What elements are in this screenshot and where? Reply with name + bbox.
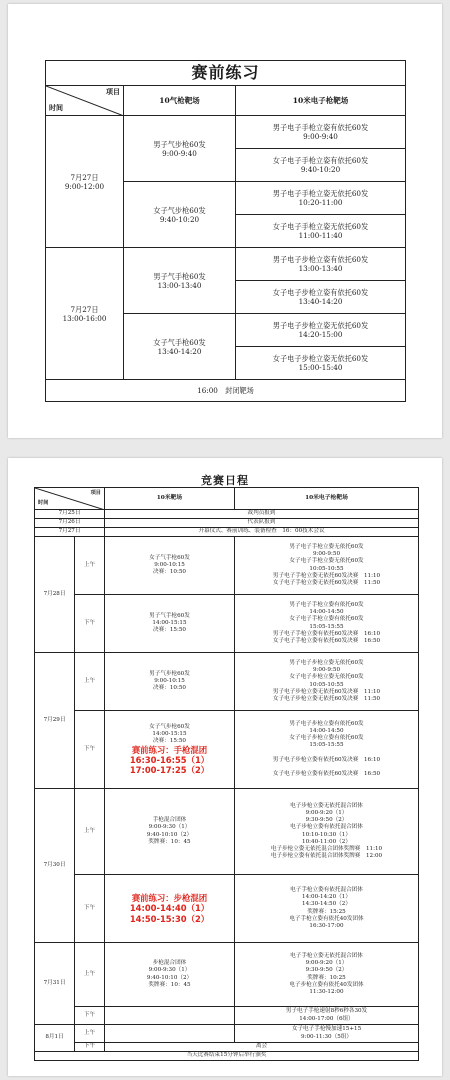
practice-table bbox=[45, 60, 406, 402]
practice-time-cell: 7月27日 13:00-16:00 bbox=[46, 248, 124, 380]
header-diagonal-cell bbox=[35, 488, 105, 510]
electronic-cell: 女子电子手枪慢加速15+15 9:00-11:30（5组） bbox=[235, 1025, 419, 1043]
practice-air-cell: 男子气步枪60发 9:00-9:40 bbox=[124, 116, 236, 182]
practice-electronic-cell: 男子电子步枪立姿无依托60发 14:20-15:00 bbox=[236, 314, 406, 347]
date-cell: 7月30日 bbox=[35, 789, 75, 943]
practice-electronic-cell: 男子电子手枪立姿无依托60发 10:20-11:00 bbox=[236, 182, 406, 215]
session-am: 上午 bbox=[75, 943, 105, 1007]
date-cell: 7月31日 bbox=[35, 943, 75, 1025]
practice-note-red: 赛前练习：步枪混团 14:00-14:40（1） 14:50-15:30（2） bbox=[129, 893, 210, 924]
schedule-note: 当天比赛结束15分钟后举行颁奖 bbox=[35, 1052, 419, 1061]
air-cell: 手枪混合团体 9:00-9:30（1） 9:40-10:10（2） 奖牌赛：10：45 bbox=[105, 789, 235, 875]
practice-electronic-cell: 男子电子步枪立姿有依托60发 13:00-13:40 bbox=[236, 248, 406, 281]
header-item-label: 项目 bbox=[106, 87, 120, 96]
event-cell: 离会 bbox=[105, 1043, 419, 1052]
session-pm: 下午 bbox=[75, 711, 105, 789]
electronic-cell: 电子手枪立姿有依托混合团体 14:00-14:20（1） 14:30-14:50（2） 奖牌赛：15:25 电子手枪立姿有依托40发团体 16:30-17:00 bbox=[235, 875, 419, 943]
session-am: 上午 bbox=[75, 789, 105, 875]
date-cell: 7月26日 bbox=[35, 519, 105, 528]
practice-electronic-cell: 女子电子步枪立姿有依托60发 13:40-14:20 bbox=[236, 281, 406, 314]
header-time-label: 时间 bbox=[38, 500, 49, 507]
header-range: 10米靶场 bbox=[105, 488, 235, 510]
date-cell: 7月28日 bbox=[35, 537, 75, 653]
electronic-cell: 男子电子手枪速射8秒6秒各30发 14:00-17:00（6组） bbox=[235, 1007, 419, 1025]
air-cell: 男子气手枪60发 14:00-15:15 决赛：15:50 bbox=[105, 595, 235, 653]
schedule-page bbox=[8, 458, 442, 1076]
practice-electronic-cell: 男子电子手枪立姿有依托60发 9:00-9:40 bbox=[236, 116, 406, 149]
practice-electronic-cell: 女子电子手枪立姿有依托60发 9:40-10:20 bbox=[236, 149, 406, 182]
electronic-cell: 电子手枪立姿无依托混合团体 9:00-9:20（1） 9:30-9:50（2） 奖牌赛：10:25 电子步枪立姿有依托40发团体 11:30-12:00 bbox=[235, 943, 419, 1007]
session-pm: 下午 bbox=[75, 1007, 105, 1025]
practice-air-cell: 女子气手枪60发 13:40-14:20 bbox=[124, 314, 236, 380]
practice-footer: 16:00 封闭靶场 bbox=[46, 380, 406, 402]
air-cell: 男子气步枪60发 9:00-10:15 决赛：10:50 bbox=[105, 653, 235, 711]
event-cell: 裁判员报到 bbox=[105, 510, 419, 519]
session-am: 上午 bbox=[75, 537, 105, 595]
air-cell-empty bbox=[105, 1007, 235, 1025]
electronic-cell: 电子步枪立姿无依托混合团体 9:00-9:20（1） 9:30-9:50（2） 电子步枪立姿有依托混合团体 10:10-10:30（1） 10:40-11:00（2） 电子步枪立姿无依托混合团体奖牌赛 11:10 电子步枪立姿有依托混合团体奖牌赛 12:00 bbox=[235, 789, 419, 875]
event-cell: 开幕仪式、赛前训练、装备检查 16：00技术会议 bbox=[105, 528, 419, 537]
header-diagonal-cell bbox=[46, 86, 124, 116]
electronic-cell: 男子电子手枪立姿有依托60发 14:00-14:50 女子电子手枪立姿有依托60发 15:05-15:55 男子电子手枪立姿有依托60发决赛 16:10 女子电子手枪立姿有依托60发决赛 16:50 bbox=[235, 595, 419, 653]
event-cell: 代表队报到 bbox=[105, 519, 419, 528]
practice-air-cell: 男子气手枪60发 13:00-13:40 bbox=[124, 248, 236, 314]
air-cell: 女子气步枪60发 14:00-15:15 决赛：15:50 赛前练习：手枪混团 16:30-16:55（1） 17:00-17:25（2） bbox=[105, 711, 235, 789]
session-pm: 下午 bbox=[75, 875, 105, 943]
air-cell: 女子气手枪60发 9:00-10:15 决赛：10:50 bbox=[105, 537, 235, 595]
practice-title: 赛前练习 bbox=[46, 61, 406, 86]
date-cell: 8月1日 bbox=[35, 1025, 75, 1052]
schedule-title: 竞赛日程 bbox=[201, 474, 249, 487]
session-pm: 下午 bbox=[75, 1043, 105, 1052]
practice-electronic-cell: 女子电子步枪立姿无依托60发 15:00-15:40 bbox=[236, 347, 406, 380]
practice-electronic-cell: 女子电子手枪立姿无依托60发 11:00-11:40 bbox=[236, 215, 406, 248]
electronic-cell: 男子电子步枪立姿有依托60发 14:00-14:50 女子电子步枪立姿有依托60发 15:05-15:55 男子电子步枪立姿有依托60发决赛 16:10 女子电子步枪立姿有依托60发决赛 16:50 bbox=[235, 711, 419, 789]
electronic-cell: 男子电子手枪立姿无依托60发 9:00-9:50 女子电子手枪立姿无依托60发 10:05-10:55 男子电子手枪立姿无依托60发决赛 11:10 女子电子手枪立姿无依托60发决赛 11:50 bbox=[235, 537, 419, 595]
session-am: 上午 bbox=[75, 653, 105, 711]
practice-air-cell: 女子气步枪60发 9:40-10:20 bbox=[124, 182, 236, 248]
header-time-label: 时间 bbox=[49, 103, 63, 113]
practice-page bbox=[8, 4, 442, 438]
practice-note-red: 赛前练习：手枪混团 16:30-16:55（1） 17:00-17:25（2） bbox=[129, 745, 210, 776]
electronic-cell: 男子电子步枪立姿无依托60发 9:00-9:50 女子电子步枪立姿无依托60发 10:05-10:55 男子电子步枪立姿无依托60发决赛 11:10 女子电子步枪立姿无依托60发决赛 11:50 bbox=[235, 653, 419, 711]
date-cell: 7月25日 bbox=[35, 510, 105, 519]
session-pm: 下午 bbox=[75, 595, 105, 653]
header-air-range: 10气枪靶场 bbox=[124, 86, 236, 116]
air-cell: 步枪混合团体 9:00-9:30（1） 9:40-10:10（2） 奖牌赛：10：45 bbox=[105, 943, 235, 1007]
air-cell bbox=[105, 875, 235, 943]
header-electronic-range: 10米电子枪靶场 bbox=[235, 488, 419, 510]
date-cell: 7月29日 bbox=[35, 653, 75, 789]
session-am: 上午 bbox=[75, 1025, 105, 1043]
air-cell-empty bbox=[105, 1025, 235, 1043]
header-electronic-range: 10米电子枪靶场 bbox=[236, 86, 406, 116]
date-cell: 7月27日 bbox=[35, 528, 105, 537]
header-item-label: 项目 bbox=[90, 490, 101, 496]
schedule-table bbox=[34, 487, 419, 1061]
practice-time-cell: 7月27日 9:00-12:00 bbox=[46, 116, 124, 248]
